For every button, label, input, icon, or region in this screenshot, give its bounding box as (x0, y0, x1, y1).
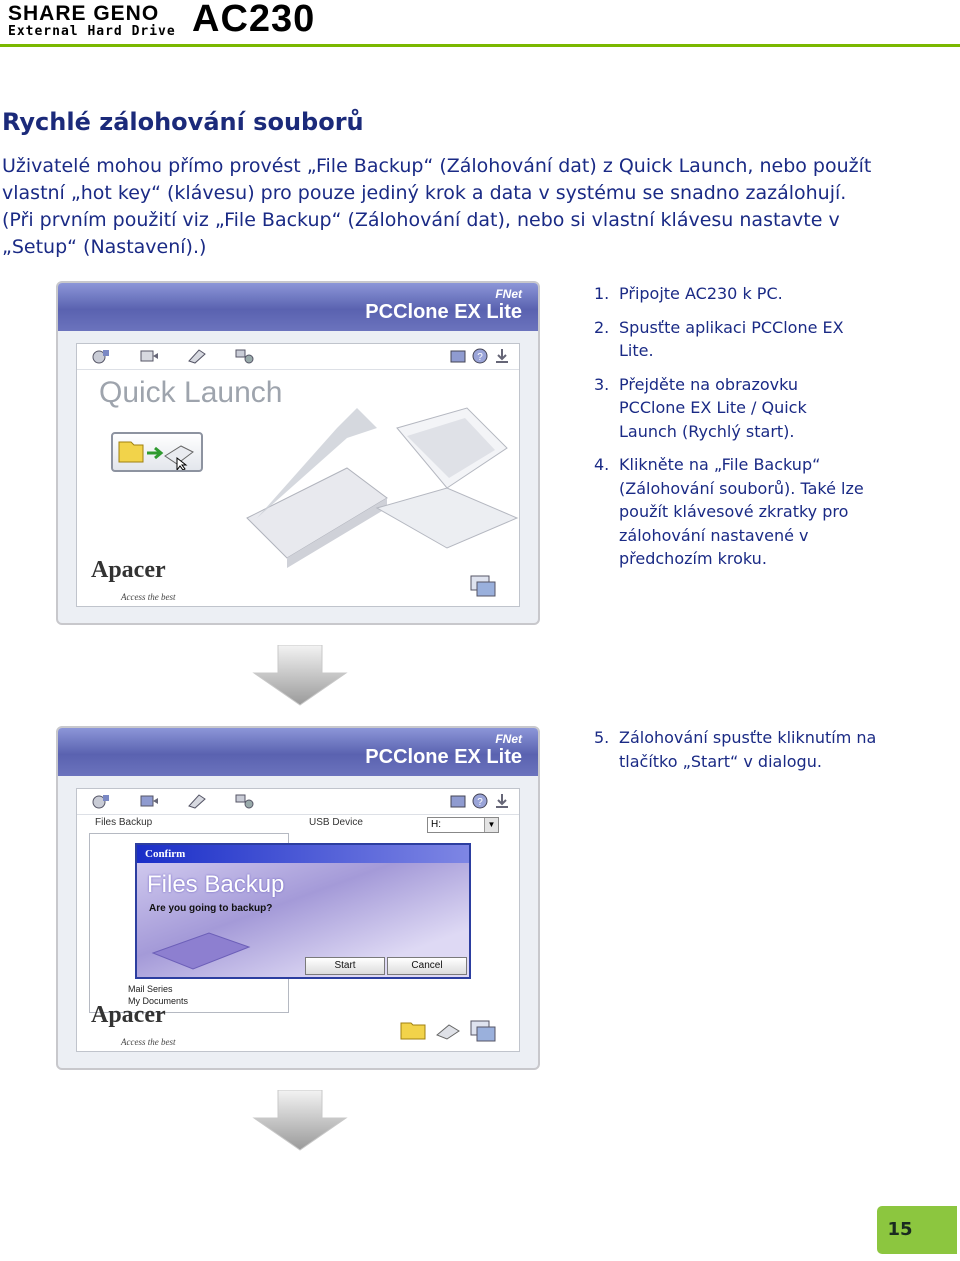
intro-paragraph: Uživatelé mohou přímo provést „File Backup“ (Zálohování dat) z Quick Launch, nebo použít vlastní „hot key“ (klávesu) pro pouze jediný krok a data v systému se snadno zazálohují. (Při prvním použití viz „File Backup“ (Zálohování dat), nebo si vlastní klávesu nastavte v „Setup“ (Nastavení).) (2, 155, 872, 258)
apacer-logo: Apacer (91, 557, 166, 583)
step-item: 1. Připojte AC230 k PC. (594, 284, 783, 303)
step-item: 3. Přejděte na obrazovku PCClone EX Lite / Quick Launch (Rychlý start). (594, 374, 807, 441)
brand-top: SHARE GENO (8, 2, 160, 25)
settings-icon[interactable] (235, 348, 255, 364)
steps-list-1 (594, 282, 864, 581)
file-backup-icon (113, 434, 201, 470)
backup-icon[interactable] (91, 348, 111, 364)
app-name: PCClone EX Lite (365, 746, 522, 768)
app-panel (76, 343, 520, 607)
app-panel (76, 788, 520, 1052)
chevron-down-icon[interactable]: ▼ (484, 818, 498, 832)
down-arrow-icon (250, 1090, 350, 1152)
dialog-question: Are you going to backup? (149, 903, 273, 914)
confirm-dialog (135, 843, 471, 979)
cancel-button[interactable]: Cancel (387, 957, 467, 975)
app-titlebar (58, 283, 538, 331)
download-icon[interactable] (493, 348, 513, 364)
app-titlebar (58, 728, 538, 776)
download-icon[interactable] (493, 793, 513, 809)
restore-icon[interactable] (139, 348, 159, 364)
app-brand (365, 732, 522, 769)
home-icon[interactable] (449, 348, 469, 364)
backup-icon[interactable] (91, 793, 111, 809)
app-toolbar (77, 789, 519, 815)
quick-launch-title: Quick Launch (99, 376, 283, 409)
apacer-logo: Apacer (91, 1002, 166, 1028)
svg-text:?: ? (477, 797, 483, 808)
header-rule (0, 44, 960, 47)
help-icon[interactable] (471, 793, 491, 809)
sync-icon[interactable] (187, 348, 207, 364)
file-backup-button[interactable] (111, 432, 203, 472)
model-name: AC230 (192, 0, 316, 40)
dialog-title: Confirm (137, 845, 469, 863)
apacer-tagline: Access the best (121, 1037, 176, 1047)
start-button[interactable]: Start (305, 957, 385, 975)
help-icon[interactable] (471, 348, 491, 364)
dialog-body (137, 863, 469, 977)
step-item: 5. Zálohování spusťte kliknutím na tlačítko „Start“ v dialogu. (594, 728, 877, 771)
screenshot-quick-launch (56, 281, 540, 625)
tree-item[interactable]: My Documents (128, 996, 189, 1006)
vendor-name: FNet (495, 732, 522, 746)
backup-action-icon[interactable] (433, 1017, 463, 1041)
header-logo (8, 2, 348, 42)
apacer-tagline: Access the best (121, 592, 176, 602)
step-item: 2. Spusťte aplikaci PCClone EX Lite. (594, 317, 844, 360)
steps-list-2 (594, 726, 894, 783)
vendor-name: FNet (495, 287, 522, 301)
dialog-heading: Files Backup (147, 871, 285, 898)
down-arrow-icon (250, 645, 350, 707)
sync-icon[interactable] (187, 793, 207, 809)
windows-icon[interactable] (469, 574, 497, 598)
tree-item[interactable]: Mail Series (128, 984, 173, 994)
screenshot-files-backup (56, 726, 540, 1070)
usb-device-pane-label: USB Device (309, 817, 363, 828)
windows-icon[interactable] (469, 1019, 497, 1043)
home-icon[interactable] (449, 793, 469, 809)
drive-illustration (149, 923, 269, 973)
app-brand (365, 287, 522, 324)
folder-icon[interactable] (399, 1017, 429, 1041)
svg-text:?: ? (477, 352, 483, 363)
restore-icon[interactable] (139, 793, 159, 809)
app-toolbar (77, 344, 519, 370)
device-illustration (227, 388, 527, 588)
page-number: 15 (877, 1206, 957, 1254)
drive-select-value: H: (431, 819, 441, 830)
section-title: Rychlé zálohování souborů (2, 108, 364, 136)
drive-select[interactable] (427, 817, 499, 833)
settings-icon[interactable] (235, 793, 255, 809)
step-item: 4. Klikněte na „File Backup“ (Zálohování souborů). Také lze použít klávesové zkratky pro zálohování nastavené v předchozím kroku. (594, 455, 864, 568)
brand-bottom: External Hard Drive (8, 24, 176, 39)
files-backup-pane-label: Files Backup (95, 817, 153, 828)
app-name: PCClone EX Lite (365, 301, 522, 323)
